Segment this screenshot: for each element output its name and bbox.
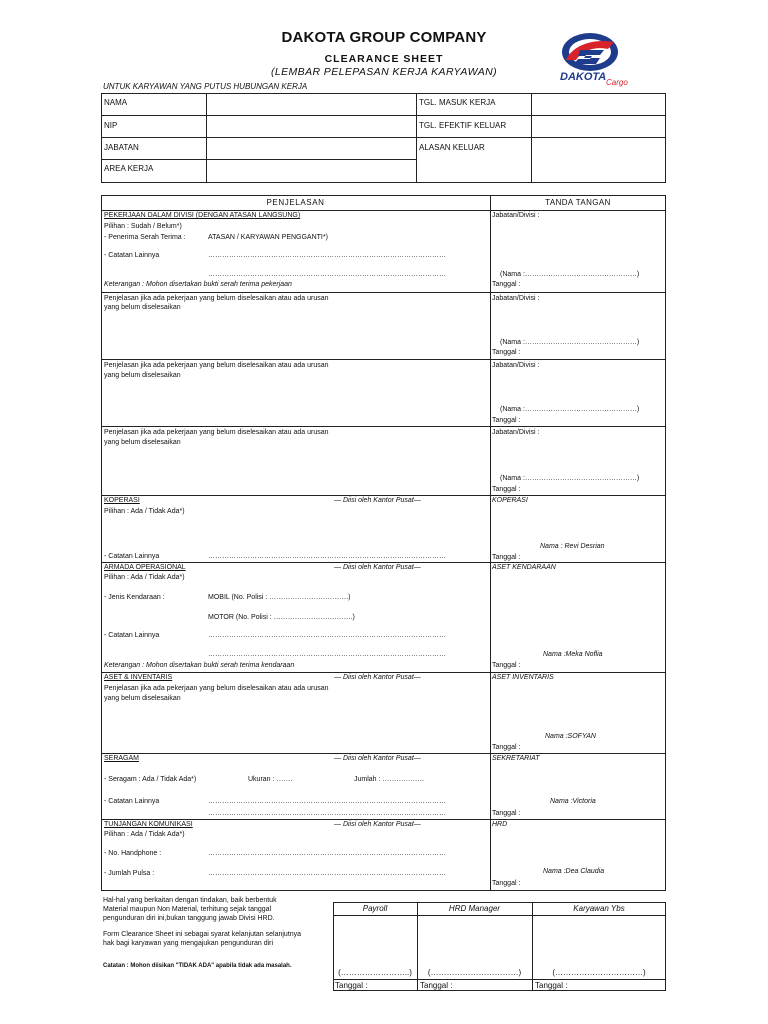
- seragam-ukuran[interactable]: Ukuran : …….: [248, 776, 293, 783]
- field-area-kerja[interactable]: [207, 160, 415, 182]
- sign-aset-tanggal: Tanggal :: [492, 744, 521, 751]
- sign-tunjangan-title: HRD: [492, 821, 508, 828]
- seragam-dots-2[interactable]: …………………………………………………………………………………………: [208, 810, 446, 817]
- document-subtitle: (LEMBAR PELEPASAN KERJA KARYAWAN): [271, 66, 497, 78]
- armada-catatan: - Catatan Lainnya: [104, 632, 160, 639]
- sign-koperasi-nama: Nama : Revi Desrian: [540, 543, 605, 550]
- koperasi-catatan: - Catatan Lainnya: [104, 553, 160, 560]
- label-jabatan: JABATAN: [104, 143, 139, 152]
- section-armada-title: ARMADA OPERASIONAL: [104, 564, 186, 571]
- pekerjaan-keterangan: Keterangan : Mohon disertakan bukti serah terima pekerjaan: [104, 281, 292, 288]
- aset-explain: Penjelasan jika ada pekerjaan yang belum diselesaikan atau ada urusan: [104, 685, 329, 692]
- sign-tanggal-hrd-manager: Tanggal :: [420, 981, 453, 990]
- sign-4-nama[interactable]: (Nama :…………………………………………): [500, 475, 640, 482]
- armada-jenis: - Jenis Kendaraan :: [104, 594, 165, 601]
- footer-p1-line2: Material maupun Non Material, terhitung sejak tanggal: [103, 906, 272, 913]
- aset-diisi: — Diisi oleh Kantor Pusat—: [334, 674, 421, 681]
- section-aset-title: ASET & INVENTARIS: [104, 674, 173, 681]
- section-seragam-title: SERAGAM: [104, 755, 140, 762]
- sign-tunjangan-tanggal: Tanggal :: [492, 880, 521, 887]
- tunjangan-handphone-dots[interactable]: …………………………………………………………………………………………: [208, 850, 446, 857]
- pekerjaan-dots-2[interactable]: …………………………………………………………………………………………: [208, 271, 446, 278]
- logo-script: Cargo: [606, 78, 628, 87]
- armada-motor[interactable]: MOTOR (No. Polisi : …………………………….): [208, 614, 355, 621]
- row2-explain-2: yang belum diselesaikan: [104, 304, 181, 311]
- seragam-seragam: - Seragam : Ada / Tidak Ada*): [104, 776, 197, 783]
- row3-explain-2: yang belum diselesaikan: [104, 372, 181, 379]
- sign-aset-nama: Nama :SOFYAN: [545, 733, 596, 740]
- footer-p1-line1: Hal-hal yang berkaitan dengan tindakan, baik berbentuk: [103, 897, 277, 904]
- field-alasan-keluar[interactable]: [532, 138, 665, 182]
- pekerjaan-catatan: - Catatan Lainnya: [104, 252, 160, 259]
- sign-blank-payroll[interactable]: (……………………..): [338, 968, 412, 977]
- sign-3-tanggal: Tanggal :: [492, 417, 521, 424]
- sign-1-nama[interactable]: (Nama :…………………………………………): [500, 271, 640, 278]
- sign-armada-tanggal: Tanggal :: [492, 662, 521, 669]
- armada-pilihan: Pilihan : Ada / Tidak Ada*): [104, 574, 185, 581]
- pekerjaan-penerima-value[interactable]: ATASAN / KARYAWAN PENGGANTI*): [208, 234, 328, 241]
- sign-1-tanggal: Tanggal :: [492, 281, 521, 288]
- label-area-kerja: AREA KERJA: [104, 164, 154, 173]
- header-penjelasan: PENJELASAN: [266, 198, 325, 207]
- footer-p3: Catatan : Mohon diisikan "TIDAK ADA" apabila tidak ada masalah.: [103, 963, 292, 969]
- sign-4-tanggal: Tanggal :: [492, 486, 521, 493]
- armada-dots-1[interactable]: …………………………………………………………………………………………: [208, 632, 446, 639]
- row2-input[interactable]: [102, 314, 489, 358]
- pekerjaan-dots-1[interactable]: …………………………………………………………………………………………: [208, 252, 446, 259]
- sign-1-jabatan: Jabatan/Divisi :: [492, 212, 540, 219]
- aset-explain-2: yang belum diselesaikan: [104, 695, 181, 702]
- sign-tanggal-karyawan: Tanggal :: [535, 981, 568, 990]
- sign-aset-title: ASET INVENTARIS: [492, 674, 554, 681]
- pekerjaan-penerima-label: - Penerima Serah Terima :: [104, 234, 186, 241]
- armada-diisi: — Diisi oleh Kantor Pusat—: [334, 564, 421, 571]
- field-nip[interactable]: [207, 116, 415, 136]
- row3-explain: Penjelasan jika ada pekerjaan yang belum diselesaikan atau ada urusan: [104, 362, 329, 369]
- header-tanda-tangan: TANDA TANGAN: [545, 198, 611, 207]
- sign-armada-title: ASET KENDARAAN: [492, 564, 556, 571]
- tunjangan-handphone: - No. Handphone :: [104, 850, 162, 857]
- label-nama: NAMA: [104, 98, 128, 107]
- tunjangan-pulsa-dots[interactable]: …………………………………………………………………………………………: [208, 870, 446, 877]
- footer-p2-line1: Form Clearance Sheet ini sebagai syarat kelanjutan selanjutnya: [103, 931, 302, 938]
- seragam-catatan: - Catatan Lainnya: [104, 798, 160, 805]
- label-tgl-keluar: TGL. EFEKTIF KELUAR: [419, 121, 507, 130]
- sign-header-hrd-manager: HRD Manager: [448, 904, 501, 913]
- sign-3-jabatan: Jabatan/Divisi :: [492, 362, 540, 369]
- aset-input[interactable]: [102, 705, 489, 752]
- koperasi-diisi: — Diisi oleh Kantor Pusat—: [334, 497, 421, 504]
- pekerjaan-pilihan: Pilihan : Sudah / Belum*): [104, 223, 182, 230]
- sign-2-nama[interactable]: (Nama :…………………………………………): [500, 339, 640, 346]
- logo-text: DAKOTA: [560, 71, 607, 83]
- armada-dots-2[interactable]: …………………………………………………………………………………………: [208, 651, 446, 658]
- footer-p1-line3: pengunduran diri ini,bukan tanggung jawab Divisi HRD.: [103, 915, 275, 922]
- footer-p2-line2: hak bagi karyawan yang mengajukan pengunduran diri: [103, 940, 274, 947]
- tunjangan-pilihan: Pilihan : Ada / Tidak Ada*): [104, 831, 185, 838]
- row4-input[interactable]: [102, 449, 489, 494]
- label-nip: NIP: [104, 121, 118, 130]
- seragam-dots-1[interactable]: …………………………………………………………………………………………: [208, 798, 446, 805]
- sign-koperasi-title: KOPERASI: [492, 497, 528, 504]
- sign-2-tanggal: Tanggal :: [492, 349, 521, 356]
- label-tgl-masuk: TGL. MASUK KERJA: [419, 98, 496, 107]
- section-tunjangan-title: TUNJANGAN KOMUNIKASI: [104, 821, 193, 828]
- sign-4-jabatan: Jabatan/Divisi :: [492, 429, 540, 436]
- field-tgl-keluar[interactable]: [532, 116, 665, 136]
- tunjangan-diisi: — Diisi oleh Kantor Pusat—: [334, 821, 421, 828]
- row2-explain: Penjelasan jika ada pekerjaan yang belum diselesaikan atau ada urusan: [104, 295, 329, 302]
- employee-note: UNTUK KARYAWAN YANG PUTUS HUBUNGAN KERJA: [103, 82, 308, 91]
- field-nama[interactable]: [207, 94, 415, 114]
- sign-tunjangan-nama: Nama :Dea Claudia: [543, 868, 605, 875]
- label-alasan-keluar: ALASAN KELUAR: [419, 143, 485, 152]
- sign-header-payroll: Payroll: [362, 904, 388, 913]
- document-title: CLEARANCE SHEET: [324, 53, 444, 65]
- sign-seragam-nama: Nama :Victoria: [550, 798, 596, 805]
- armada-keterangan: Keterangan : Mohon disertakan bukti serah terima kendaraan: [104, 662, 295, 669]
- sign-blank-karyawan[interactable]: (……………………………): [552, 968, 646, 977]
- sign-seragam-title: SEKRETARIAT: [492, 755, 540, 762]
- sign-2-jabatan: Jabatan/Divisi :: [492, 295, 540, 302]
- sign-3-nama[interactable]: (Nama :…………………………………………): [500, 406, 640, 413]
- sign-header-karyawan: Karyawan Ybs: [573, 904, 625, 913]
- koperasi-pilihan: Pilihan : Ada / Tidak Ada*): [104, 508, 185, 515]
- company-title: DAKOTA GROUP COMPANY: [281, 29, 487, 46]
- armada-mobil[interactable]: MOBIL (No. Polisi : …………………………….): [208, 594, 351, 601]
- section-koperasi-title: KOPERASI: [104, 497, 140, 504]
- sign-tanggal-payroll: Tanggal :: [335, 981, 368, 990]
- sign-seragam-tanggal: Tanggal :: [492, 810, 521, 817]
- sign-armada-nama: Nama :Meka Noflia: [543, 651, 603, 658]
- seragam-jumlah[interactable]: Jumlah : ………………: [354, 776, 425, 783]
- koperasi-dots[interactable]: …………………………………………………………………………………………: [208, 553, 446, 560]
- section-pekerjaan-title: PEKERJAAN DALAM DIVISI (DENGAN ATASAN LANGSUNG): [104, 212, 301, 219]
- row4-explain: Penjelasan jika ada pekerjaan yang belum diselesaikan atau ada urusan: [104, 429, 329, 436]
- sign-koperasi-tanggal: Tanggal :: [492, 554, 521, 561]
- seragam-diisi: — Diisi oleh Kantor Pusat—: [334, 755, 421, 762]
- row4-explain-2: yang belum diselesaikan: [104, 439, 181, 446]
- tunjangan-pulsa: - Jumlah Pulsa :: [104, 870, 155, 877]
- sign-blank-hrd-manager[interactable]: (……………………………): [427, 968, 522, 977]
- field-jabatan[interactable]: [207, 138, 415, 158]
- dakota-logo: [556, 28, 632, 90]
- field-tgl-masuk[interactable]: [532, 94, 665, 114]
- row3-input[interactable]: [102, 382, 489, 425]
